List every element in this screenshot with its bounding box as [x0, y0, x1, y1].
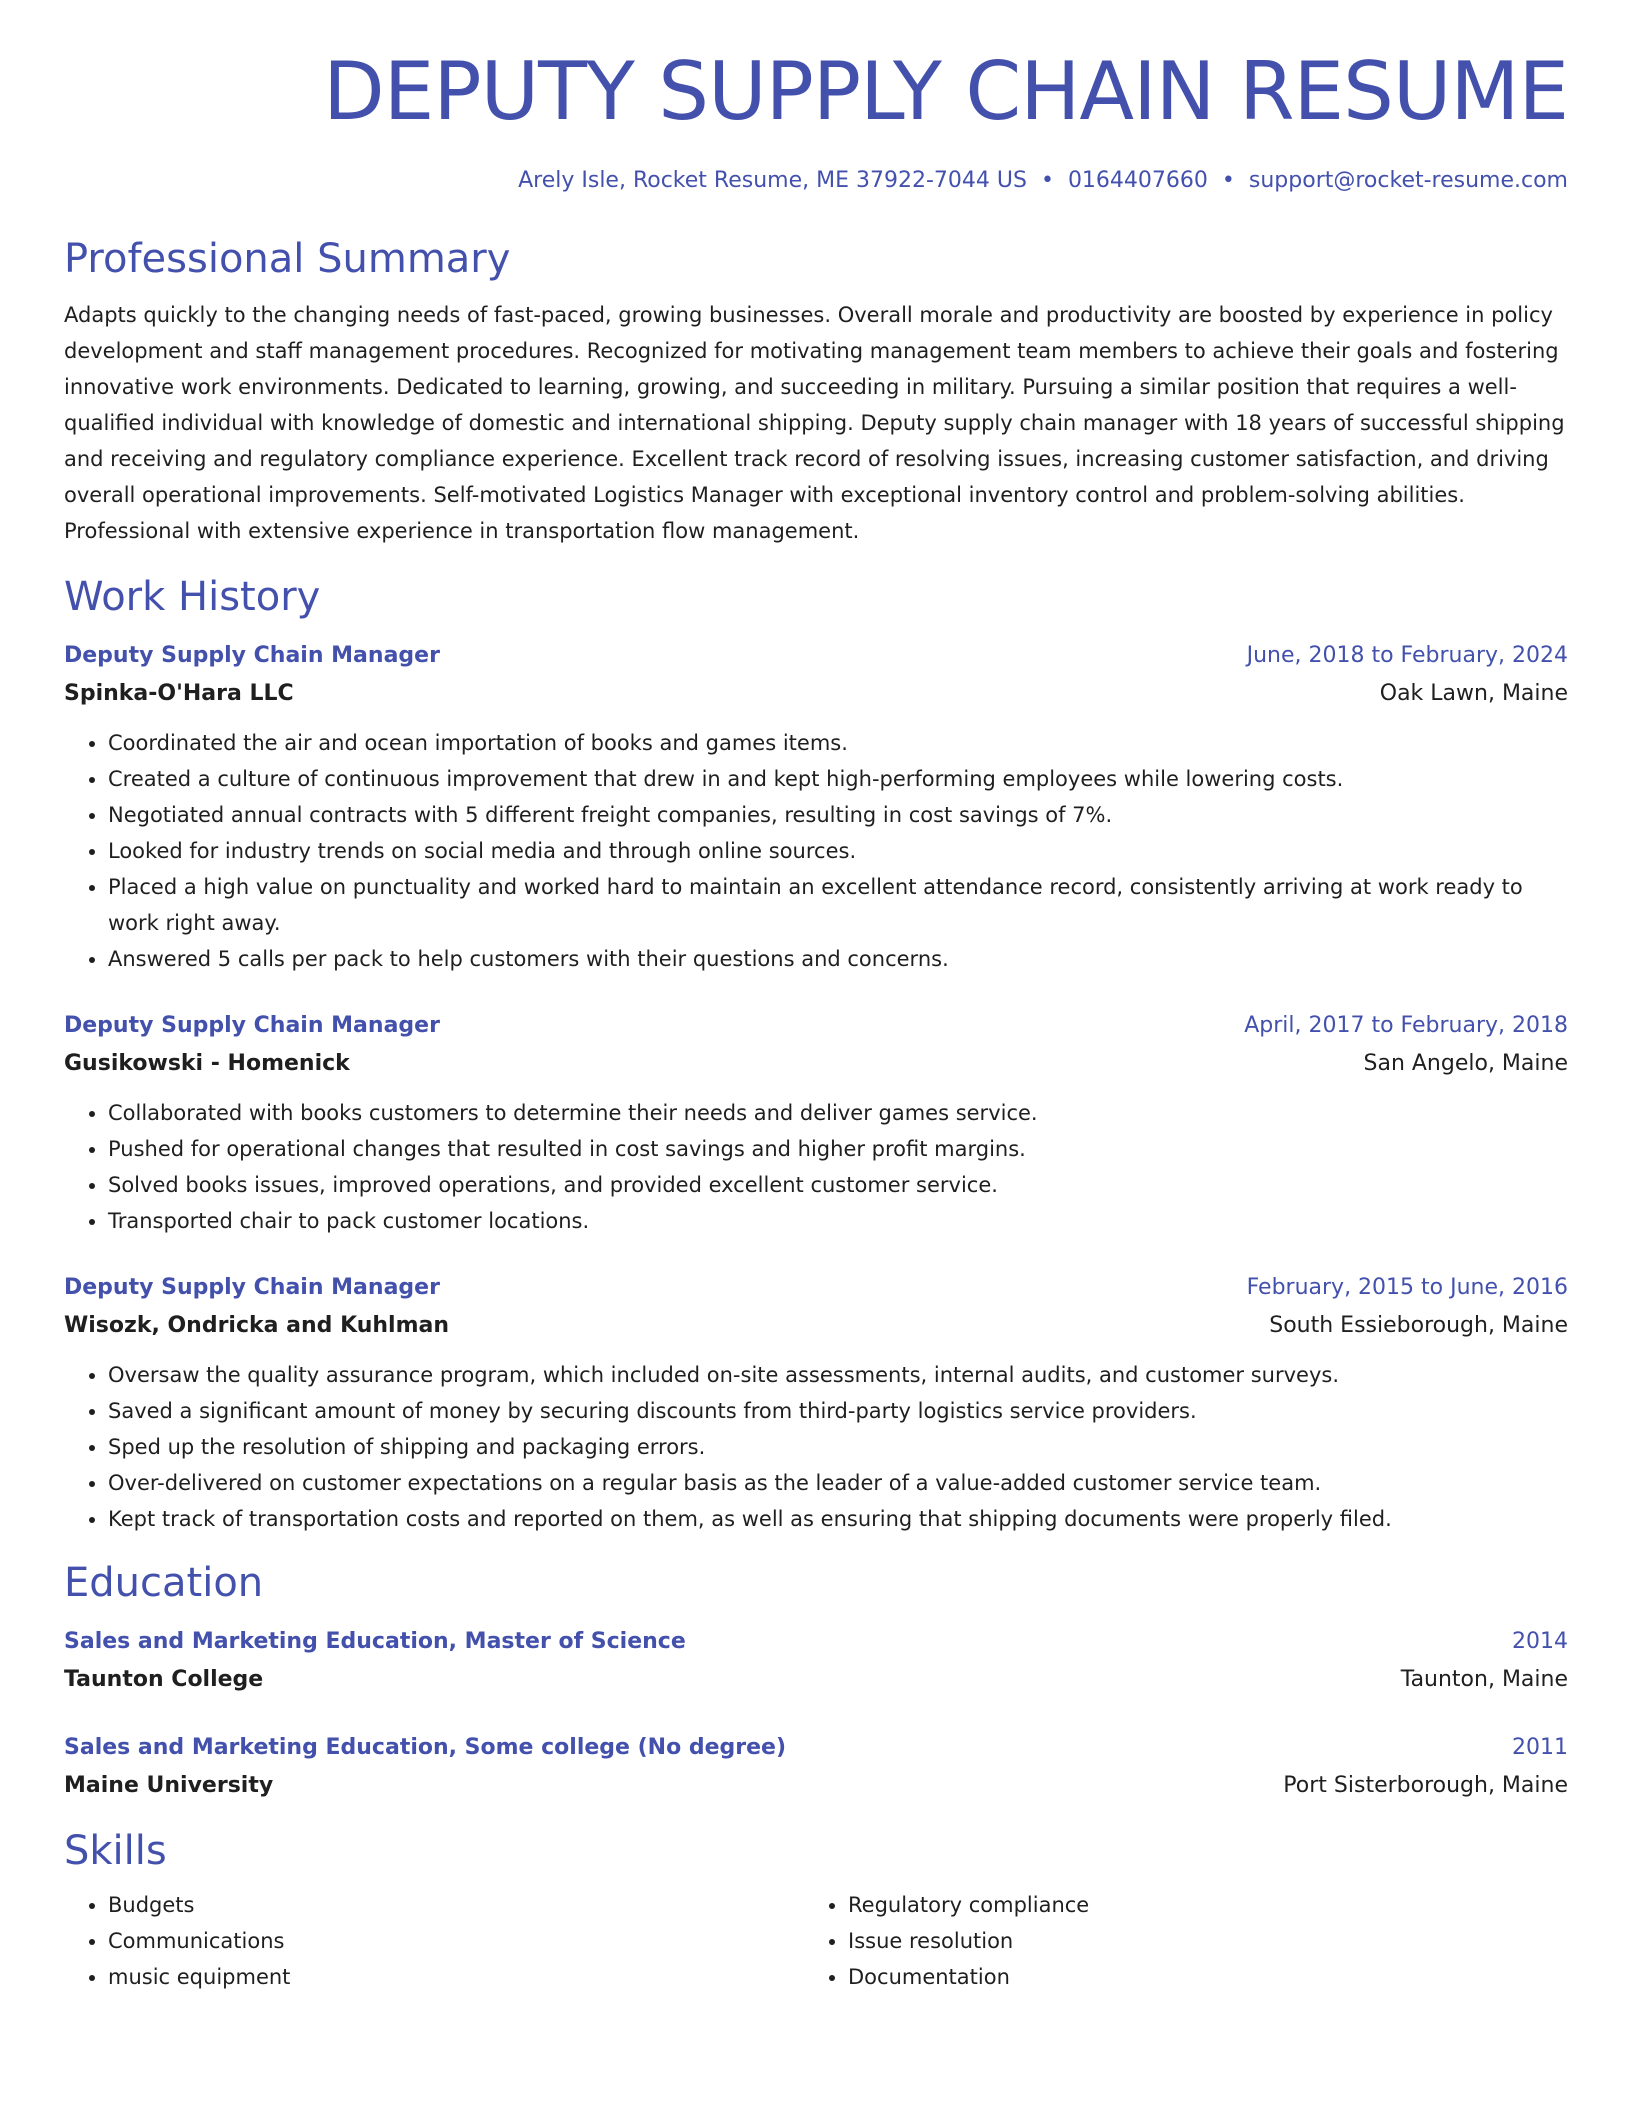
skills-column-right — [804, 1887, 1544, 1995]
education-year: 2011 — [1512, 1735, 1568, 1760]
education-heading: Education — [64, 1560, 264, 1606]
resume-header — [64, 0, 1568, 193]
job-bullet: • Sped up the resolution of shipping and packaging errors. — [108, 1429, 1568, 1465]
job-bullet: • Pushed for operational changes that resulted in cost savings and higher profit margins. — [108, 1131, 1568, 1167]
education-entry — [64, 1729, 1568, 1805]
resume-title: DEPUTY SUPPLY CHAIN RESUME — [323, 45, 1568, 138]
job-bullet: • Over-delivered on customer expectations on a regular basis as the leader of a value-added customer service team. — [108, 1465, 1568, 1501]
job-company: Spinka-O'Hara LLC — [64, 681, 294, 706]
education-school: Maine University — [64, 1773, 274, 1798]
education-degree: Sales and Marketing Education, Some college (No degree) — [64, 1735, 787, 1760]
summary-heading: Professional Summary — [64, 236, 511, 282]
summary-text: Adapts quickly to the changing needs of fast-paced, growing businesses. Overall morale and productivity are boosted by experience in policy development and staff management procedures. Recognized for motivating management team members to achieve their goals and fostering innovative work environments. Dedicated to learning, growing, and succeeding in military. Pursuing a similar position that requires a well-qualified individual with knowledge of domestic and international shipping. Deputy supply chain manager with 18 years of successful shipping and receiving and regulatory compliance experience. Excellent track record of resolving issues, increasing customer satisfaction, and driving overall operational improvements. Self-motivated Logistics Manager with exceptional inventory control and problem-solving abilities. Professional with extensive experience in transportation flow management. — [64, 303, 1565, 543]
job-role: Deputy Supply Chain Manager — [64, 1013, 440, 1038]
job-bullets — [64, 725, 1568, 977]
job-bullet: • Collaborated with books customers to determine their needs and deliver games service. — [108, 1095, 1568, 1131]
job-bullet: • Coordinated the air and ocean importation of books and games items. — [108, 725, 1568, 761]
skill-item: • music equipment — [108, 1959, 804, 1995]
job-entry — [64, 1269, 1568, 1537]
job-bullet: • Transported chair to pack customer locations. — [108, 1203, 1568, 1239]
contact-email: support@rocket-resume.com — [1248, 168, 1568, 193]
skills-heading: Skills — [64, 1828, 167, 1874]
job-bullet: • Saved a significant amount of money by securing discounts from third-party logistics service providers. — [108, 1393, 1568, 1429]
skills-column-left — [64, 1887, 804, 1995]
contact-line — [64, 168, 1568, 193]
education-location: Taunton, Maine — [1400, 1667, 1568, 1692]
job-location: San Angelo, Maine — [1363, 1051, 1568, 1076]
job-bullet: • Looked for industry trends on social media and through online sources. — [108, 833, 1568, 869]
job-company: Gusikowski - Homenick — [64, 1051, 350, 1076]
job-bullets — [64, 1095, 1568, 1239]
job-bullet: • Oversaw the quality assurance program, which included on-site assessments, internal audits, and customer surveys. — [108, 1357, 1568, 1393]
job-company: Wisozk, Ondricka and Kuhlman — [64, 1313, 450, 1338]
work-history-heading: Work History — [64, 574, 321, 620]
education-degree: Sales and Marketing Education, Master of Science — [64, 1629, 686, 1654]
job-dates: April, 2017 to February, 2018 — [1244, 1013, 1568, 1038]
job-role: Deputy Supply Chain Manager — [64, 643, 440, 668]
skill-item: • Communications — [108, 1923, 804, 1959]
skill-item: • Budgets — [108, 1887, 804, 1923]
job-location: South Essieborough, Maine — [1269, 1313, 1568, 1338]
skill-item: • Regulatory compliance — [848, 1887, 1544, 1923]
contact-separator: • — [1040, 168, 1054, 193]
job-bullet: • Placed a high value on punctuality and worked hard to maintain an excellent attendance record, consistently arriving at work ready to work right away. — [108, 869, 1568, 941]
education-location: Port Sisterborough, Maine — [1283, 1773, 1568, 1798]
education-year: 2014 — [1512, 1629, 1568, 1654]
skill-item: • Documentation — [848, 1959, 1544, 1995]
job-entry — [64, 637, 1568, 977]
contact-phone: 0164407660 — [1067, 168, 1208, 193]
skills-list — [64, 1887, 1568, 1995]
job-bullet: • Negotiated annual contracts with 5 different freight companies, resulting in cost savings of 7%. — [108, 797, 1568, 833]
job-entry — [64, 1007, 1568, 1239]
job-location: Oak Lawn, Maine — [1379, 681, 1568, 706]
job-bullet: • Created a culture of continuous improvement that drew in and kept high-performing employees while lowering costs. — [108, 761, 1568, 797]
job-bullets — [64, 1357, 1568, 1537]
job-bullet: • Kept track of transportation costs and reported on them, as well as ensuring that shipping documents were properly filed. — [108, 1501, 1568, 1537]
contact-address: Arely Isle, Rocket Resume, ME 37922-7044 US — [518, 168, 1027, 193]
job-role: Deputy Supply Chain Manager — [64, 1275, 440, 1300]
education-school: Taunton College — [64, 1667, 264, 1692]
job-bullet: • Solved books issues, improved operations, and provided excellent customer service. — [108, 1167, 1568, 1203]
contact-separator: • — [1221, 168, 1235, 193]
job-dates: June, 2018 to February, 2024 — [1246, 643, 1568, 668]
job-dates: February, 2015 to June, 2016 — [1246, 1275, 1568, 1300]
job-bullet: • Answered 5 calls per pack to help customers with their questions and concerns. — [108, 941, 1568, 977]
skill-item: • Issue resolution — [848, 1923, 1544, 1959]
education-entry — [64, 1623, 1568, 1699]
